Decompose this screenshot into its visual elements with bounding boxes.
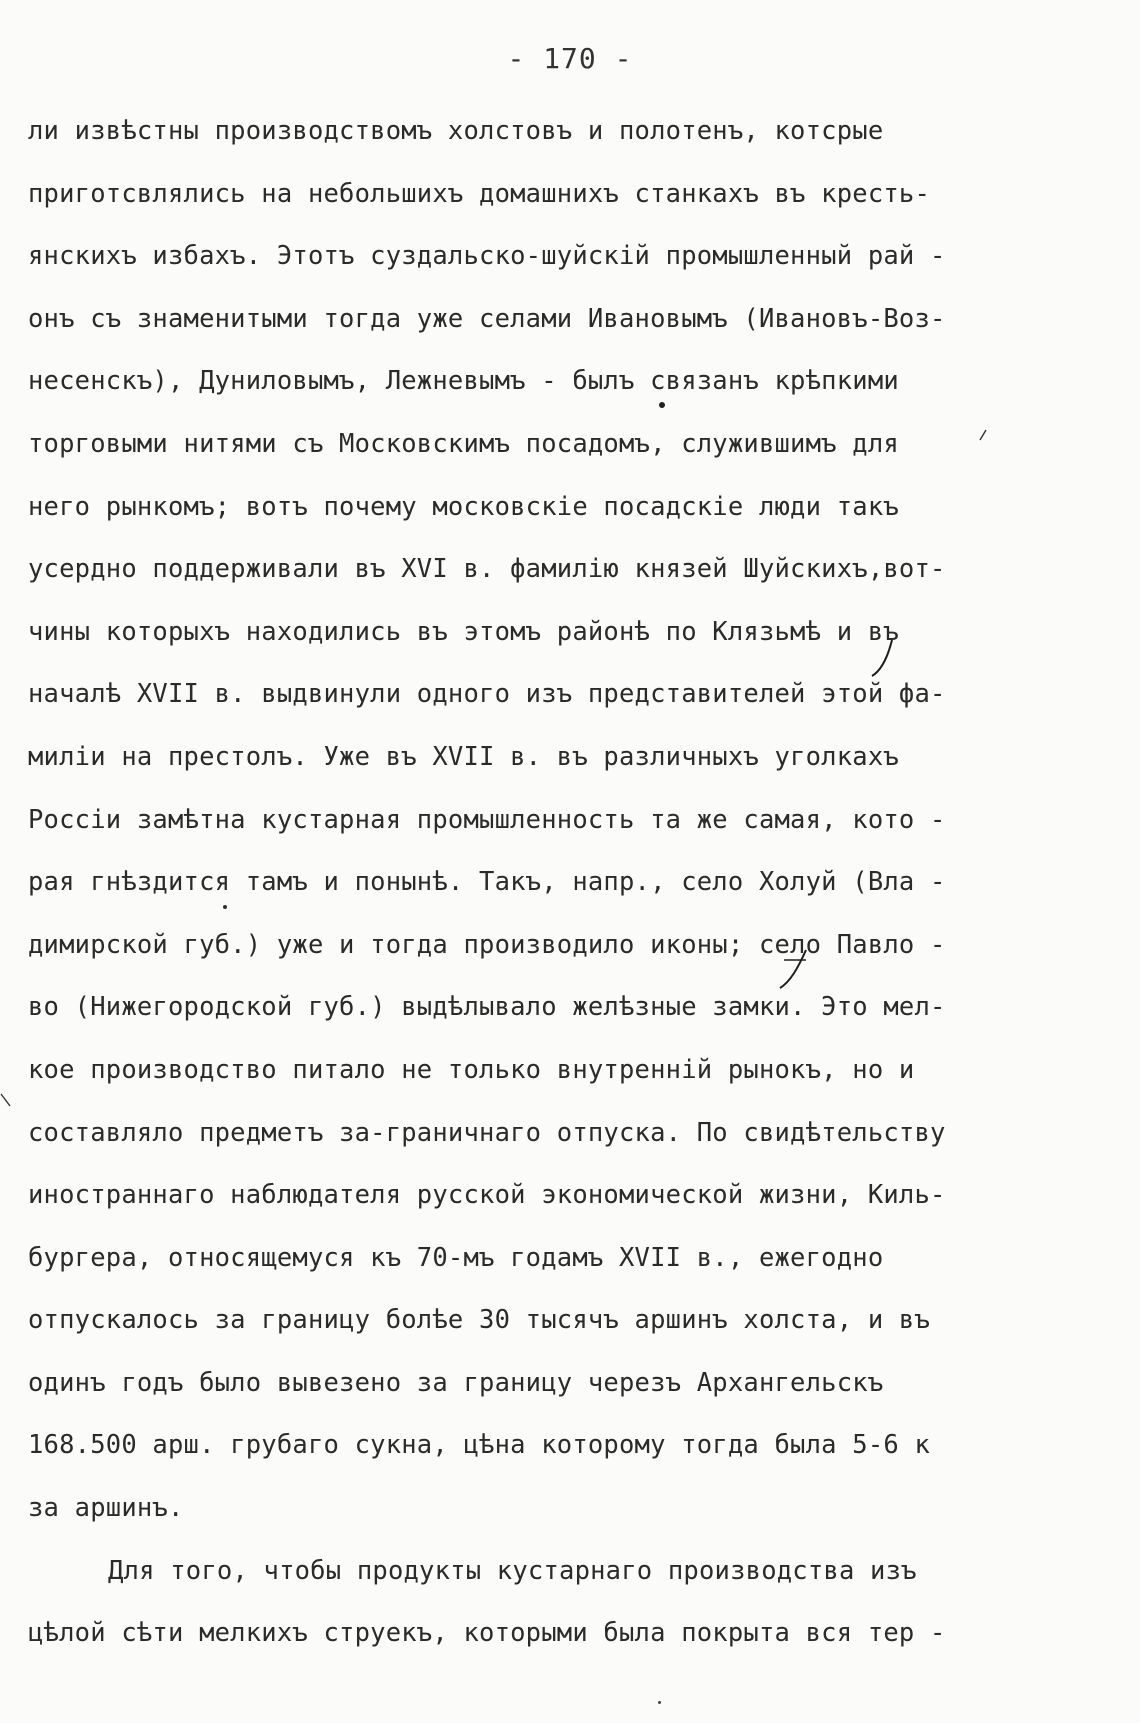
text-line: миліи на престолъ. Уже въ XVII в. въ различныхъ уголкахъ (28, 741, 899, 772)
ink-dot (223, 905, 227, 909)
handwritten-tick-mark (978, 428, 988, 442)
text-line: несенскъ), Дуниловымъ, Лежневымъ - былъ связанъ крѣпкими (28, 366, 899, 397)
text-line: торговыми нитями съ Московскимъ посадомъ, служившимъ для (28, 428, 899, 459)
text-line: началѣ XVII в. выдвинули одного изъ представителей этой фа- (28, 679, 946, 710)
text-line: Россіи замѣтна кустарная промышленность та же самая, кото - (28, 804, 946, 835)
text-line: цѣлой сѣти мелкихъ струекъ, которыми была покрыта вся тер - (28, 1618, 946, 1649)
text-line: бургера, относящемуся къ 70-мъ годамъ XVII в., ежегодно (28, 1242, 884, 1273)
text-line: кое производство питало не только внутренній рынокъ, но и (28, 1054, 915, 1085)
text-line: приготсвлялись на небольшихъ домашнихъ станкахъ въ кресть- (28, 178, 931, 209)
text-line: онъ съ знаменитыми тогда уже селами Ивановымъ (Ивановъ-Воз- (28, 303, 946, 334)
text-line: рая гнѣздится тамъ и понынѣ. Такъ, напр., село Холуй (Вла - (28, 867, 946, 898)
ink-dot (659, 402, 665, 408)
text-line: усердно поддерживали въ XVI в. фамилію князей Шуйскихъ,вот- (28, 554, 946, 585)
text-line: во (Нижегородской губ.) выдѣлывало желѣзные замки. Это мел- (28, 992, 946, 1023)
text-line: чины которыхъ находились въ этомъ районѣ по Клязьмѣ и въ (28, 616, 899, 647)
text-line: 168.500 арш. грубаго сукна, цѣна которому тогда была 5-6 к (28, 1430, 931, 1461)
ink-dot (658, 1701, 661, 1704)
text-line: отпускалось за границу болѣе 30 тысячъ аршинъ холста, и въ (28, 1305, 931, 1336)
page-number: - 170 - (507, 42, 633, 75)
handwritten-correction-mark (868, 636, 898, 680)
text-line: димирской губ.) уже и тогда производило иконы; село Павло - (28, 929, 946, 960)
text-line: него рынкомъ; вотъ почему московскіе посадскіе люди такъ (28, 491, 899, 522)
text-line: ли извѣстны производствомъ холстовъ и полотенъ, котсрые (28, 116, 884, 146)
body-text (28, 100, 1088, 1665)
text-line: одинъ годъ было вывезено за границу черезъ Архангельскъ (28, 1367, 884, 1398)
text-line: иностраннаго наблюдателя русской экономической жизни, Киль- (28, 1180, 946, 1211)
text-line: янскихъ избахъ. Этотъ суздальско-шуйскій промышленный рай - (28, 241, 946, 272)
paragraph-start-line: Для того, чтобы продукты кустарнаго производства изъ (108, 1555, 917, 1586)
margin-mark (0, 1092, 12, 1110)
text-line: за аршинъ. (28, 1493, 184, 1524)
handwritten-correction-mark (776, 946, 812, 992)
text-line: составляло предметъ за-граничнаго отпуска. По свидѣтельству (28, 1117, 946, 1148)
